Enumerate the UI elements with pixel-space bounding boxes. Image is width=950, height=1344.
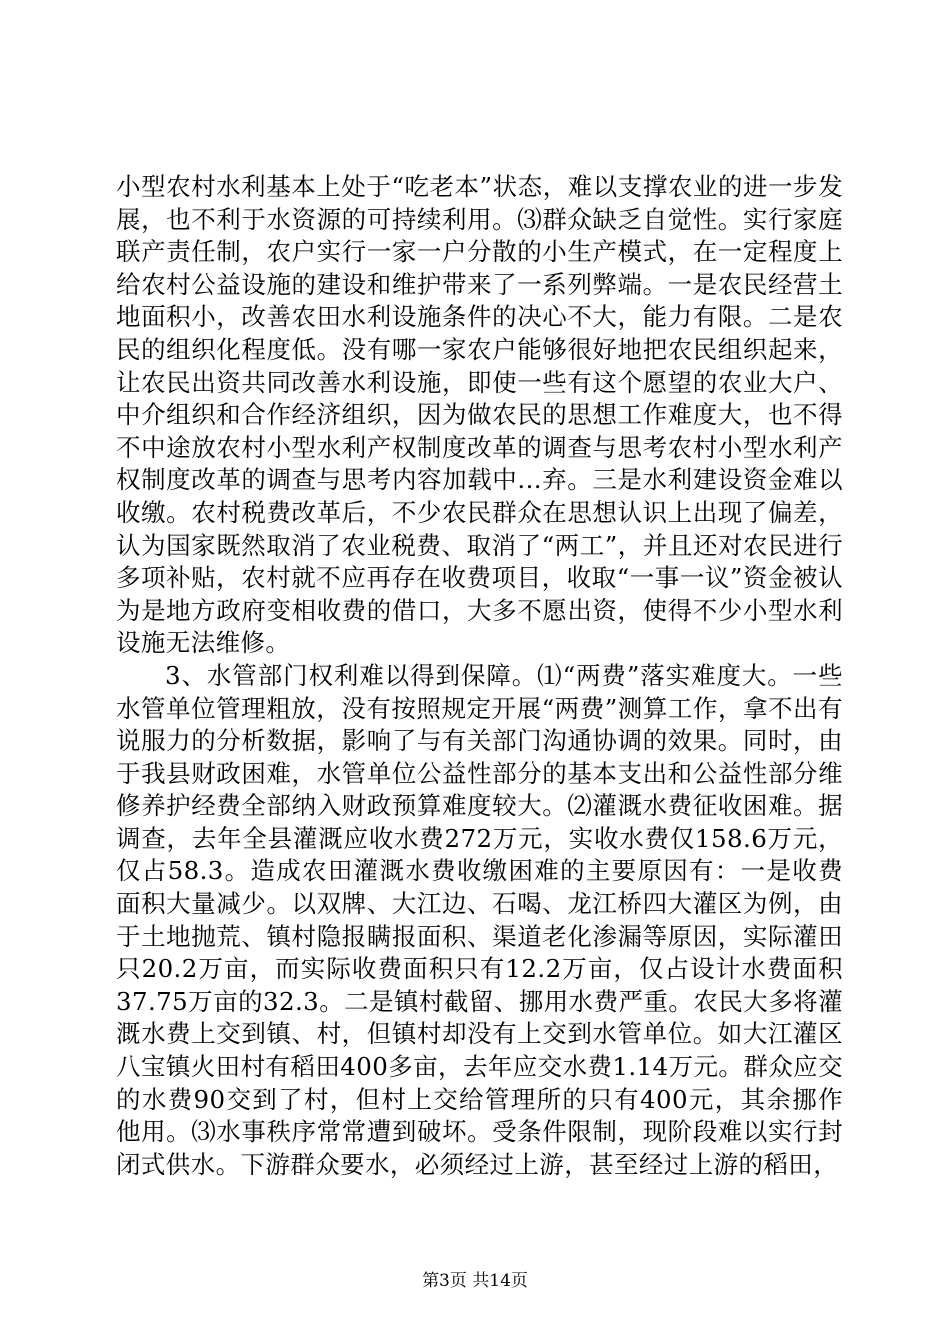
paragraph-2: 3、水管部门权利难以得到保障。⑴“两费”落实难度大。一些水管单位管理粗放，没有按照规定开展“两费”测算工作，拿不出有说服力的分析数据，影响了与有关部门沟通协调的效果。同时，由于我县财政困难，水管单位公益性部分的基本支出和公益性部分维修养护经费全部纳入财政预算难度较大。⑵灌溉水费征收困难。据调查，去年全县灌溉应收水费272万元，实收水费仅158.6万元，仅占58.3。造成农田灌溉水费收缴困难的主要原因有：一是收费面积大量减少。以双牌、大江边、石喝、龙江桥四大灌区为例，由于土地抛荒、镇村隐报瞒报面积、渠道老化渗漏等原因，实际灌田只20.2万亩，而实际收费面积只有12.2万亩，仅占设计水费面积37.75万亩的32.3。二是镇村截留、挪用水费严重。农民大多将灌溉水费上交到镇、村，但镇村却没有上交到水管单位。如大江灌区八宝镇火田村有稻田400多亩，去年应交水费1.14万元。群众应交的水费90交到了村，但村上交给管理所的只有400元，其余挪作他用。⑶水事秩序常常遭到破坏。受条件限制，现阶段难以实行封闭式供水。下游群众要水，必须经过上游，甚至经过上游的稻田， [116,660,843,1179]
body-text [116,171,843,1181]
page-footer: 第3页 共14页 [422,1271,528,1291]
paragraph-1: 小型农村水利基本上处于“吃老本”状态，难以支撑农业的进一步发展，也不利于水资源的可持续利用。⑶群众缺乏自觉性。实行家庭联产责任制，农户实行一家一户分散的小生产模式，在一定程度上给农村公益设施的建设和维护带来了一系列弊端。一是农民经营土地面积小，改善农田水利设施条件的决心不大，能力有限。二是农民的组织化程度低。没有哪一家农户能够很好地把农民组织起来，让农民出资共同改善水利设施，即使一些有这个愿望的农业大户、中介组织和合作经济组织，因为做农民的思想工作难度大，也不得不中途放农村小型水利产权制度改革的调查与思考农村小型水利产权制度改革的调查与思考内容加载中...弃。三是水利建设资金难以收缴。农村税费改革后，不少农民群众在思想认识上出现了偏差，认为国家既然取消了农业税费、取消了“两工”，并且还对农民进行多项补贴，农村就不应再存在收费项目，收取“一事一议”资金被认为是地方政府变相收费的借口，大多不愿出资，使得不少小型水利设施无法维修。 [116,172,843,658]
